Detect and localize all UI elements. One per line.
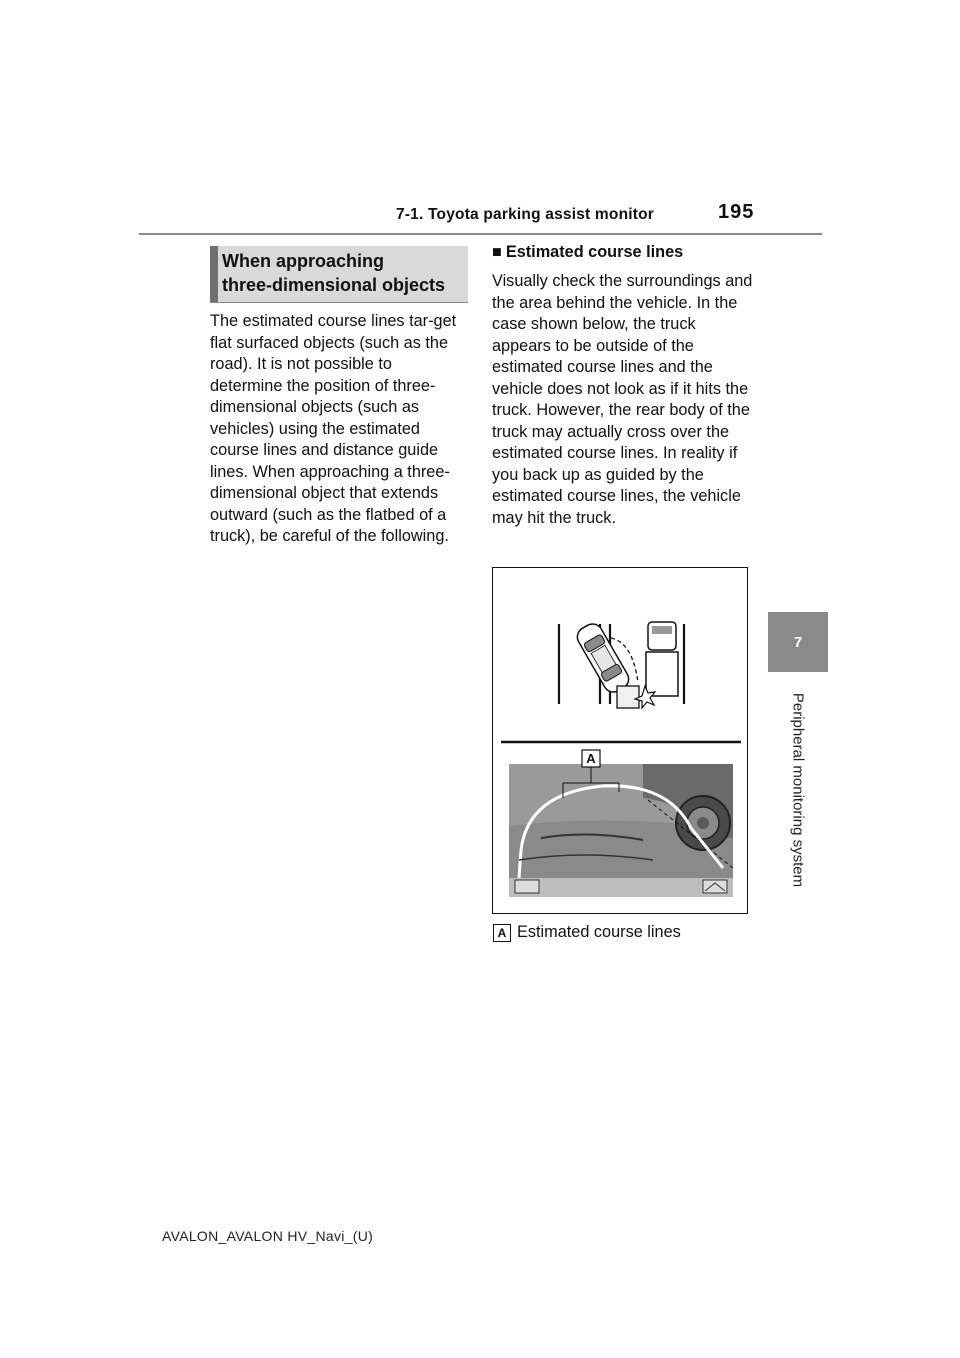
section-heading-line2: three-dimensional objects [222, 275, 446, 295]
section-heading-bar [210, 246, 218, 302]
illustration-figure [492, 567, 748, 914]
right-paragraph: Visually check the surroundings and the area behind the vehicle. In the case shown below, the truck appears to be outside of the estimated course lines and the vehicle does not look as if it hits the truck. However, the rear body of the truck may actually cross over the estimated course lines. In reality if you back up as guided by the estimated course lines, the vehicle may hit the truck. [492, 272, 753, 527]
callout-letter: A [586, 751, 596, 766]
subhead [492, 243, 683, 262]
camera-view [509, 764, 733, 897]
truck-top-view-icon [646, 622, 678, 696]
chapter-tab: 7 [768, 612, 828, 672]
caption-text: Estimated course lines [517, 923, 681, 941]
section-heading-rule [210, 302, 468, 303]
chapter-title-vertical: Peripheral monitoring system [789, 692, 807, 888]
footer-text: AVALON_AVALON HV_Navi_(U) [162, 1228, 374, 1244]
left-paragraph: The estimated course lines tar-get flat surfaced objects (such as the road). It is not possible to determine the position of three-dimensional objects (such as vehicles) using the estimated course lines and distance guide lines. When approaching a three-dimensional object that extends outward (such as the flatbed of a truck), be careful of the following. [210, 312, 457, 545]
section-heading-box [210, 246, 468, 302]
section-heading-line1: When approaching [222, 251, 384, 271]
subhead-text: Estimated course lines [505, 243, 684, 261]
subhead-square-icon: ■ [492, 243, 502, 261]
car-top-view-icon [574, 620, 633, 695]
section-heading [222, 249, 445, 297]
page-number: 195 [718, 201, 755, 223]
header-section-title: 7-1. Toyota parking assist monitor [396, 206, 655, 223]
header-rule [139, 233, 822, 235]
caption-letter-badge: A [493, 924, 511, 942]
